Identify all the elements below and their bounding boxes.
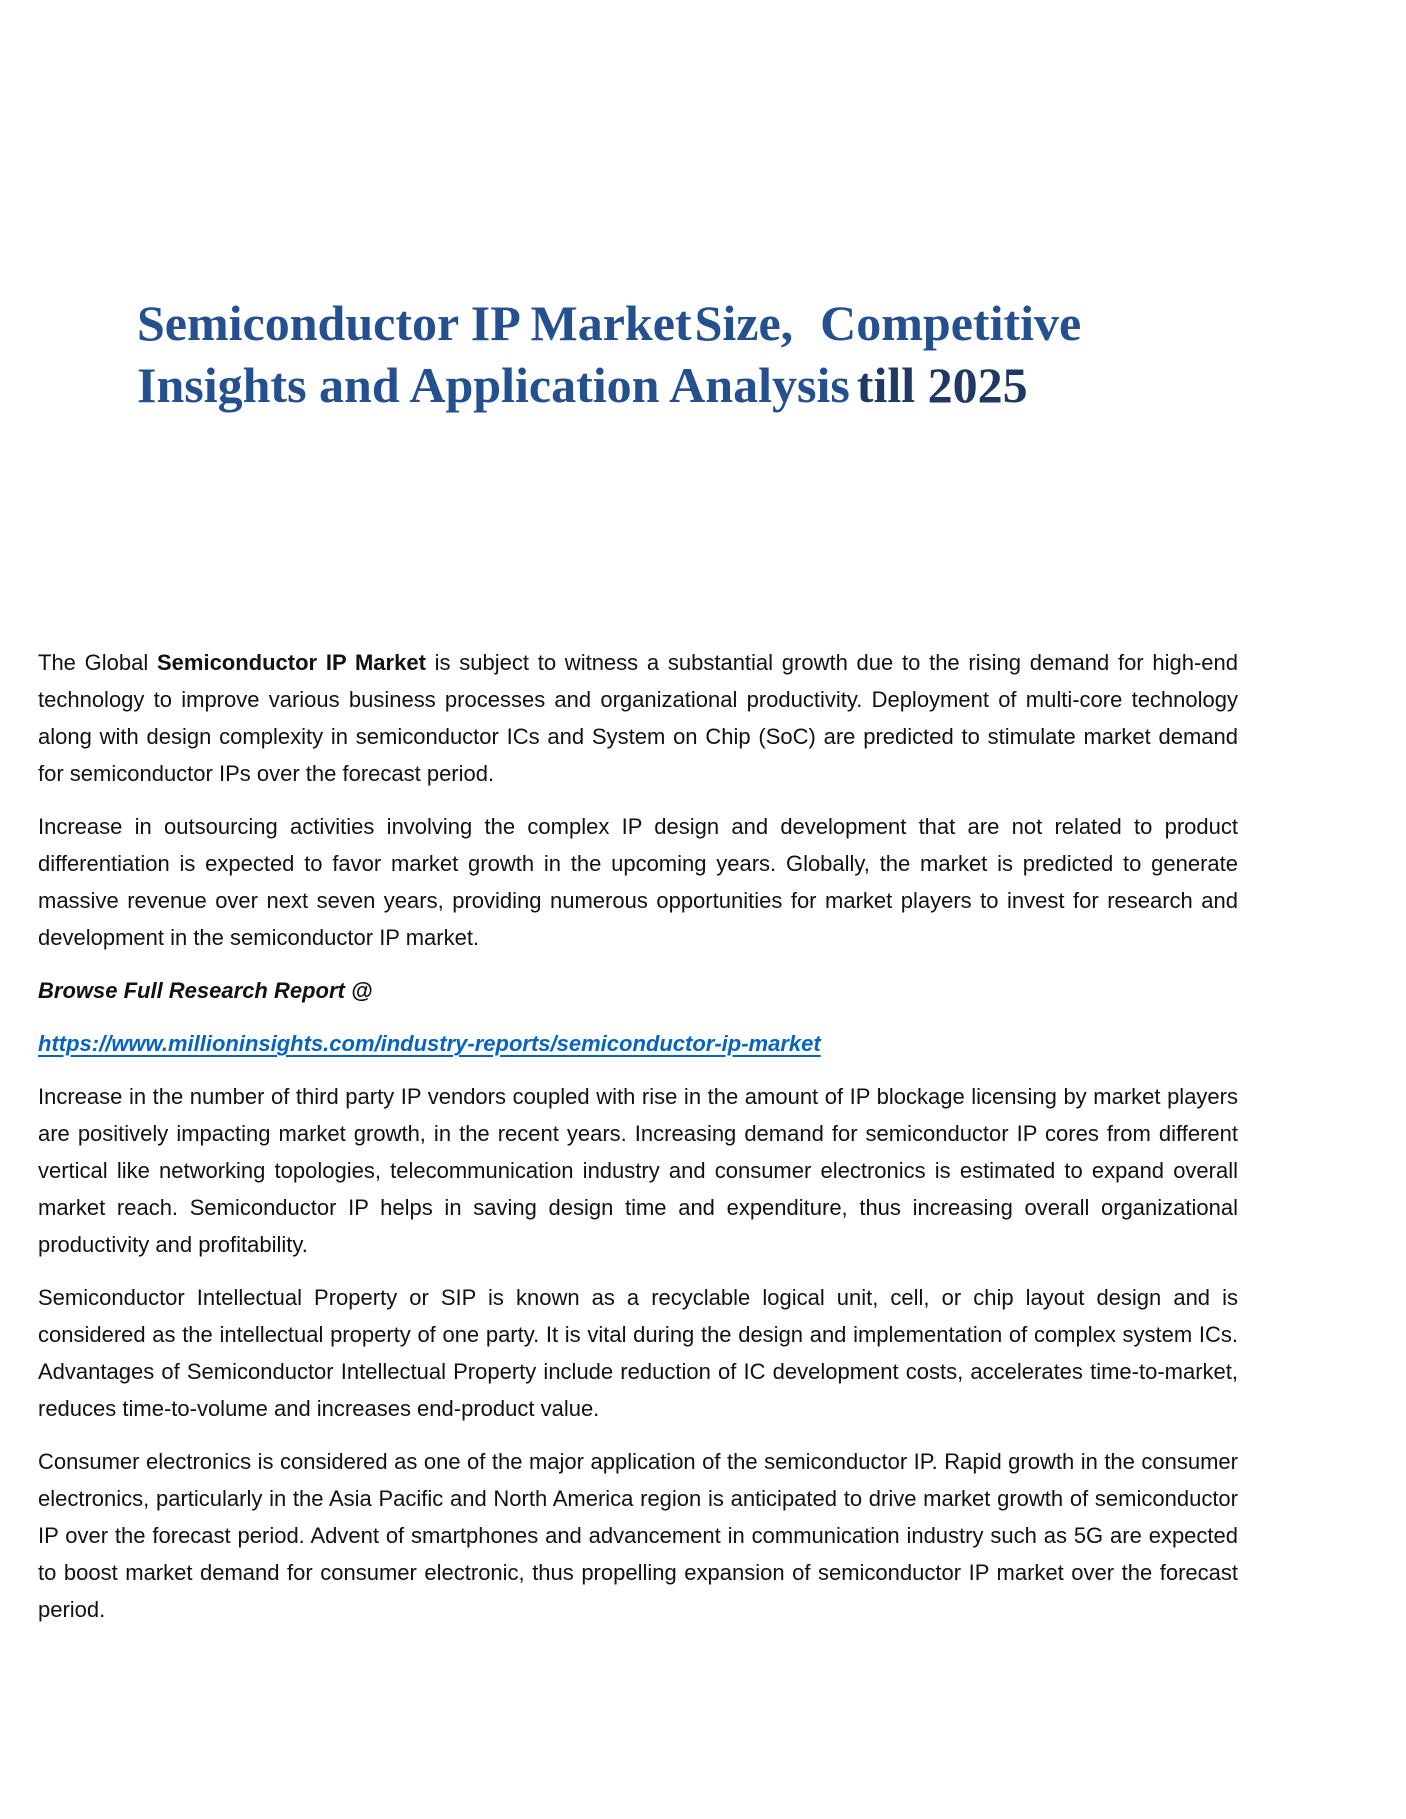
- paragraph-text: The Global: [38, 650, 157, 675]
- paragraph-outsourcing: Increase in outsourcing activities involving the complex IP design and development that are not related to product differentiation is expected to favor market growth in the upcoming years. Globally, the market is predicted to generate massive revenue over next seven years, providing numerous opportunities for market players to invest for research and development in the semiconductor IP market.: [38, 814, 1238, 950]
- title-text: Semiconductor IP Market: [137, 295, 692, 351]
- document-content: [38, 0, 1238, 1628]
- paragraph-text: is subject to witness a substantial growth due to the rising demand for high-end technology to improve various business processes and organizational productivity. Deployment of multi-core technology along with design complexity in semiconductor ICs and System on Chip (SoC) are predicted to stimulate market demand for semiconductor IPs over the forecast period.: [38, 650, 1238, 786]
- title-text: Competitive: [820, 295, 1082, 351]
- report-hyperlink[interactable]: https://www.millioninsights.com/industry-reports/semiconductor-ip-market: [38, 1031, 821, 1056]
- title-text: Insights and Application Analysis: [137, 357, 850, 413]
- paragraph-ip-vendors: Increase in the number of third party IP vendors coupled with rise in the amount of IP blockage licensing by market players are positively impacting market growth, in the recent years. Increasing demand for semiconductor IP cores from different vertical like networking topologies, telecommunication industry and consumer electronics is estimated to expand overall market reach. Semiconductor IP helps in saving design time and expenditure, thus increasing overall organizational productivity and profitability.: [38, 1084, 1238, 1257]
- title-year-text: till 2025: [856, 357, 1028, 413]
- page-title: [137, 292, 1238, 416]
- market-name-bold-text: Semiconductor IP Market: [156, 650, 426, 675]
- paragraph-market-overview: [38, 644, 1238, 792]
- title-line-2: [137, 354, 1238, 416]
- paragraph-sip-definition: Semiconductor Intellectual Property or SIP is known as a recyclable logical unit, cell, or chip layout design and is considered as the intellectual property of one party. It is vital during the design and implementation of complex system ICs. Advantages of Semiconductor Intellectual Property include reduction of IC development costs, accelerates time-to-market, reduces time-to-volume and increases end-product value.: [38, 1285, 1238, 1421]
- browse-report-label: Browse Full Research Report @: [38, 978, 373, 1003]
- title-text: Size,: [694, 295, 794, 351]
- title-line-1: [137, 292, 1238, 354]
- report-link-line: [38, 1025, 1238, 1062]
- paragraph-consumer-electronics: Consumer electronics is considered as one of the major application of the semiconductor IP. Rapid growth in the consumer electronics, particularly in the Asia Pacific and North America region is anticipated to drive market growth of semiconductor IP over the forecast period. Advent of smartphones and advancement in communication industry such as 5G are expected to boost market demand for consumer electronic, thus propelling expansion of semiconductor IP market over the forecast period.: [38, 1449, 1238, 1622]
- article-body: [38, 644, 1238, 1628]
